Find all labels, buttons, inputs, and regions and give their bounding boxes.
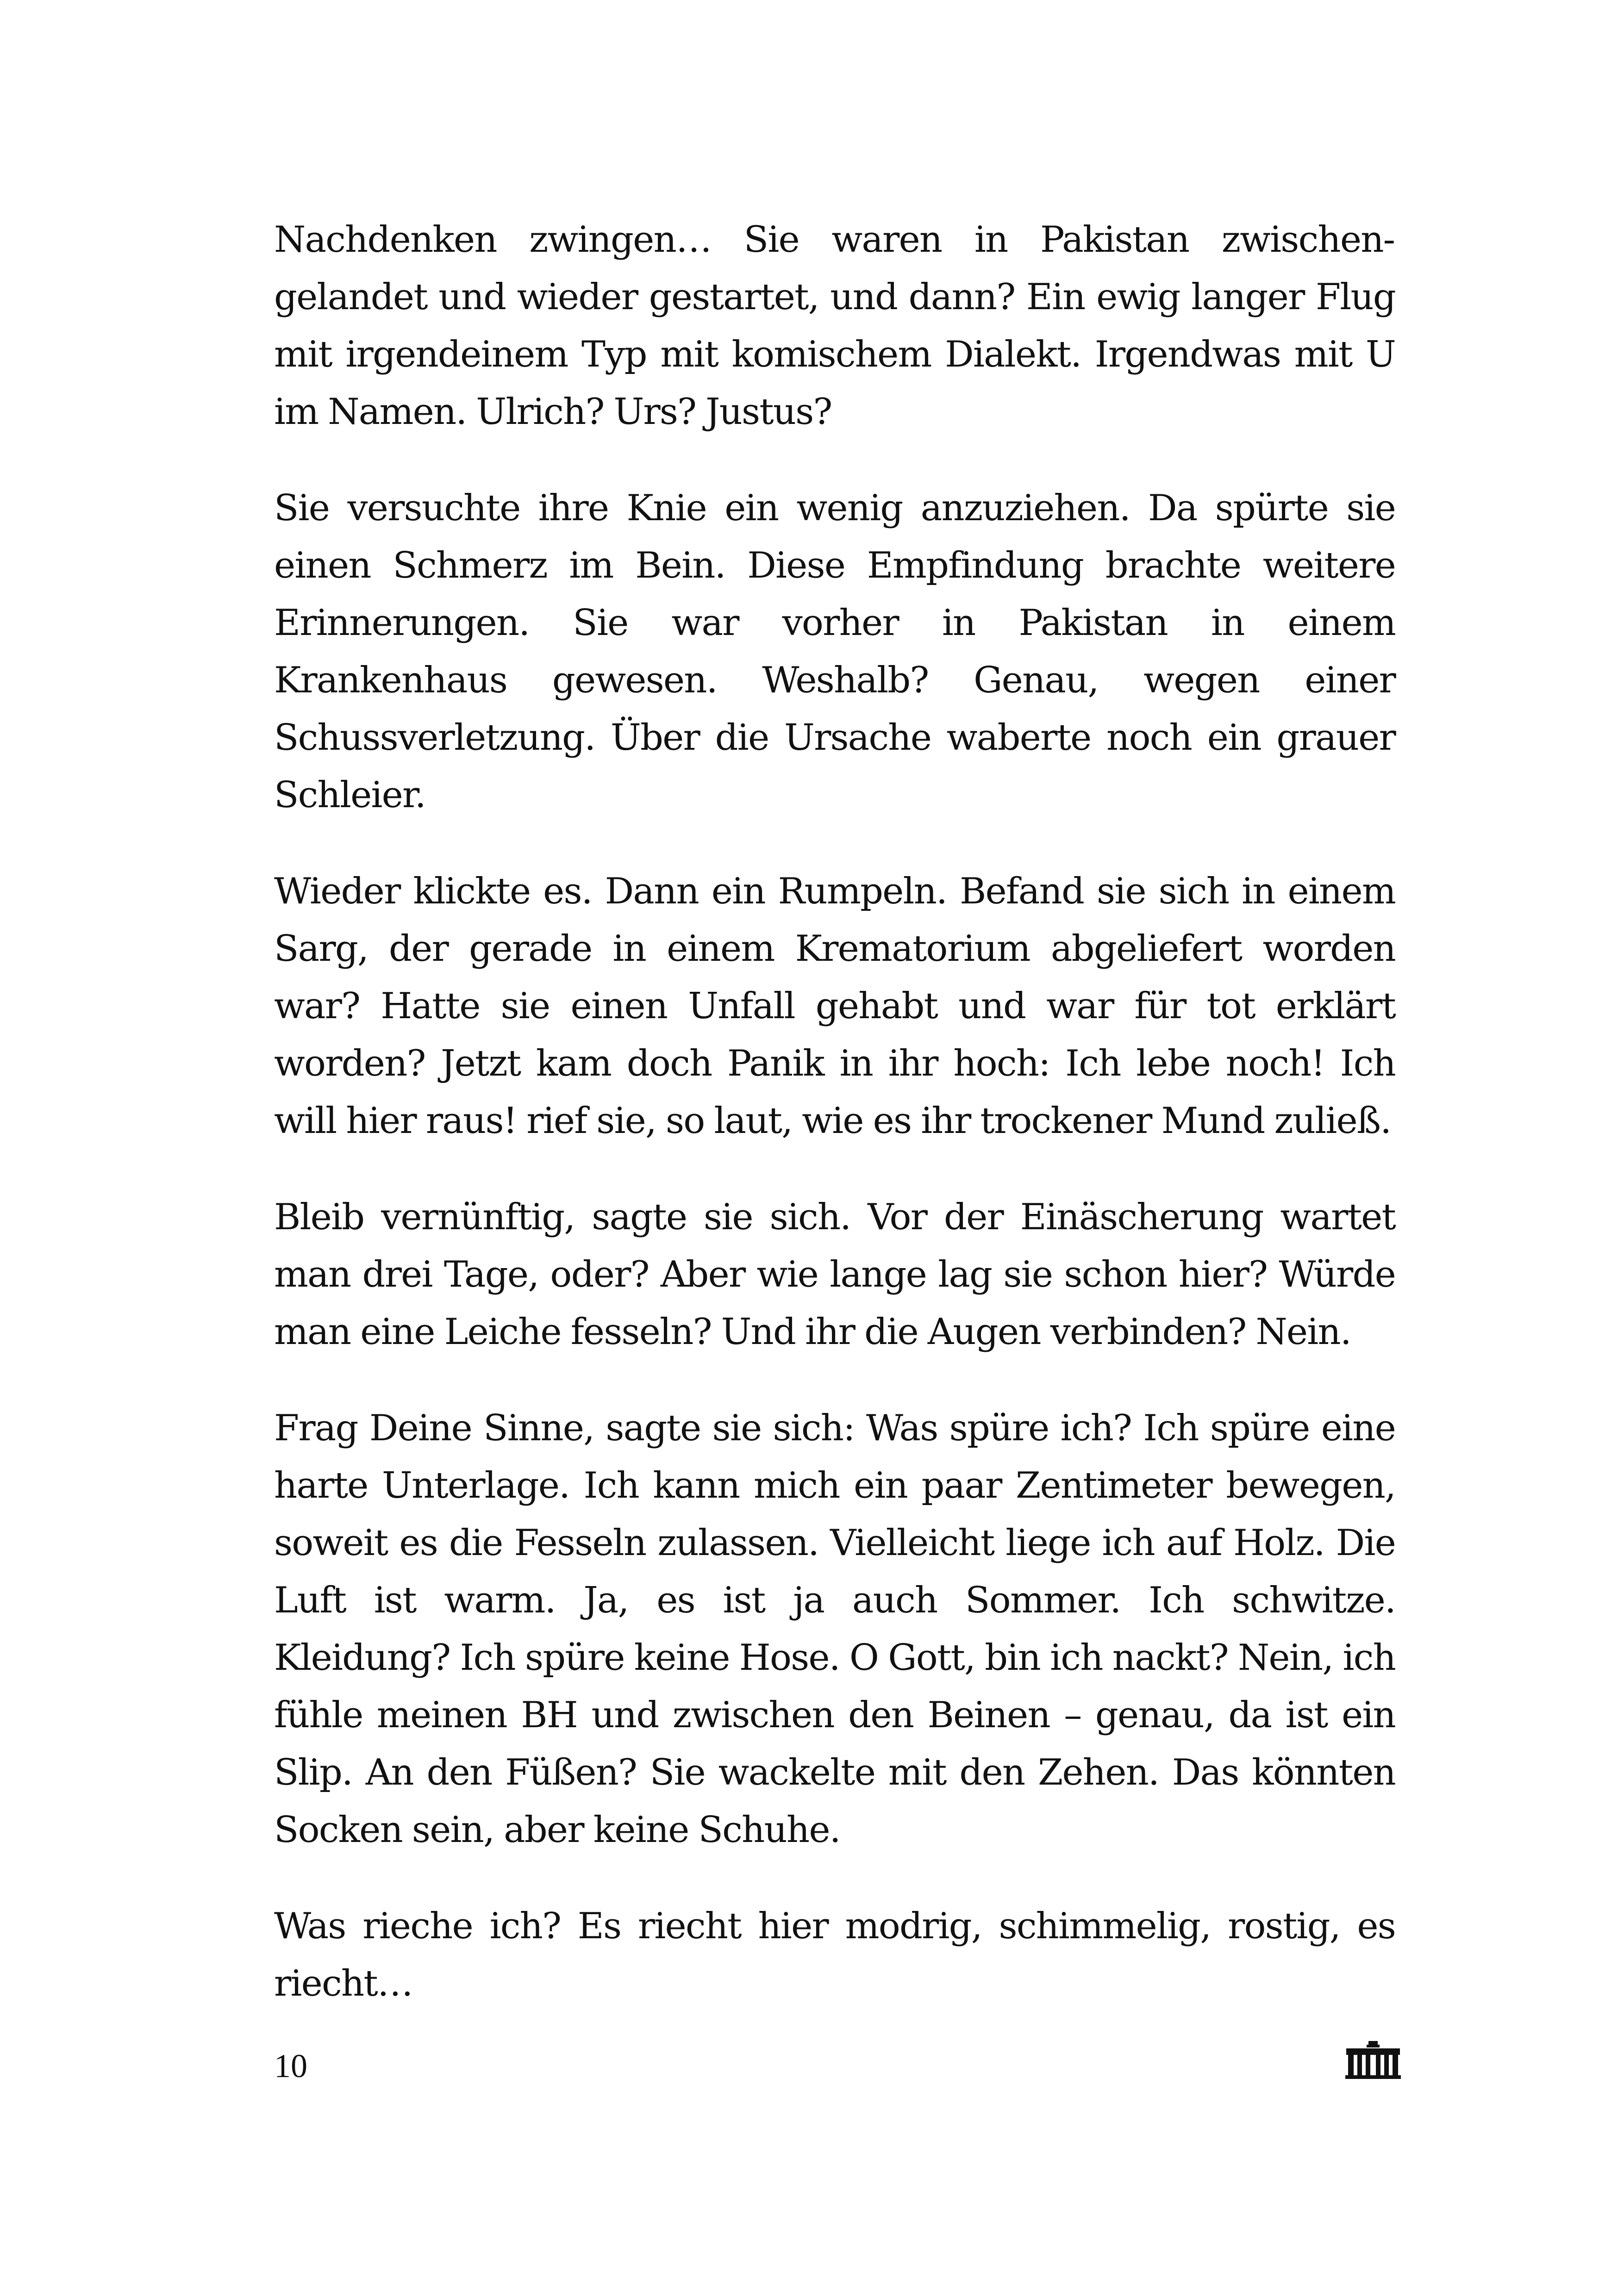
paragraph-1: Nachdenken zwingen… Sie waren in Pakistan zwischengelandet und wieder gestartet, und dann? Ein ewig langer Flug mit irgendeinem Typ mit komischem Dialekt. Irgendwas mit U im Namen. Ulrich? Urs? Justus? [274, 219, 1395, 433]
body-text [274, 211, 1395, 2012]
paragraph-4: Bleib vernünftig, sagte sie sich. Vor der Einäscherung wartet man drei Tage, oder? Aber wie lange lag sie schon hier? Würde man eine Leiche fesseln? Und ihr die Augen verbinden? Nein. [274, 1196, 1395, 1353]
paragraph-6: Was rieche ich? Es riecht hier modrig, schimmelig, rostig, es riecht… [274, 1905, 1395, 2004]
page-number: 10 [274, 2047, 307, 2084]
paragraph-2: Sie versuchte ihre Knie ein wenig anzuziehen. Da spürte sie einen Schmerz im Bein. Diese Empfindung brachte weitere Erinnerungen. Sie war vorher in Pakistan in einem Krankenhaus gewesen. Weshalb? Genau, wegen einer Schussverletzung. Über die Ursache waberte noch ein grauer Schleier. [274, 487, 1395, 816]
paragraph-5: Frag Deine Sinne, sagte sie sich: Was spüre ich? Ich spüre eine harte Unterlage. Ich kann mich ein paar Zentimeter bewegen, soweit es die Fesseln zulassen. Vielleicht liege ich auf Holz. Die Luft ist warm. Ja, es ist ja auch Sommer. Ich schwitze. Kleidung? Ich spüre keine Hose. O Gott, bin ich nackt? Nein, ich fühle meinen BH und zwischen den Beinen – genau, da ist ein Slip. An den Füßen? Sie wackelte mit den Zehen. Das könnten Socken sein, aber keine Schuhe. [274, 1407, 1395, 1851]
brandenburg-gate-icon [1344, 2040, 1402, 2080]
paragraph-3: Wieder klickte es. Dann ein Rumpeln. Befand sie sich in einem Sarg, der gerade in einem Krematorium abgeliefert worden war? Hatte sie einen Unfall gehabt und war für tot erklärt worden? Jetzt kam doch Panik in ihr hoch: Ich lebe noch! Ich will hier raus! rief sie, so laut, wie es ihr trockener Mund zuließ. [274, 871, 1395, 1142]
